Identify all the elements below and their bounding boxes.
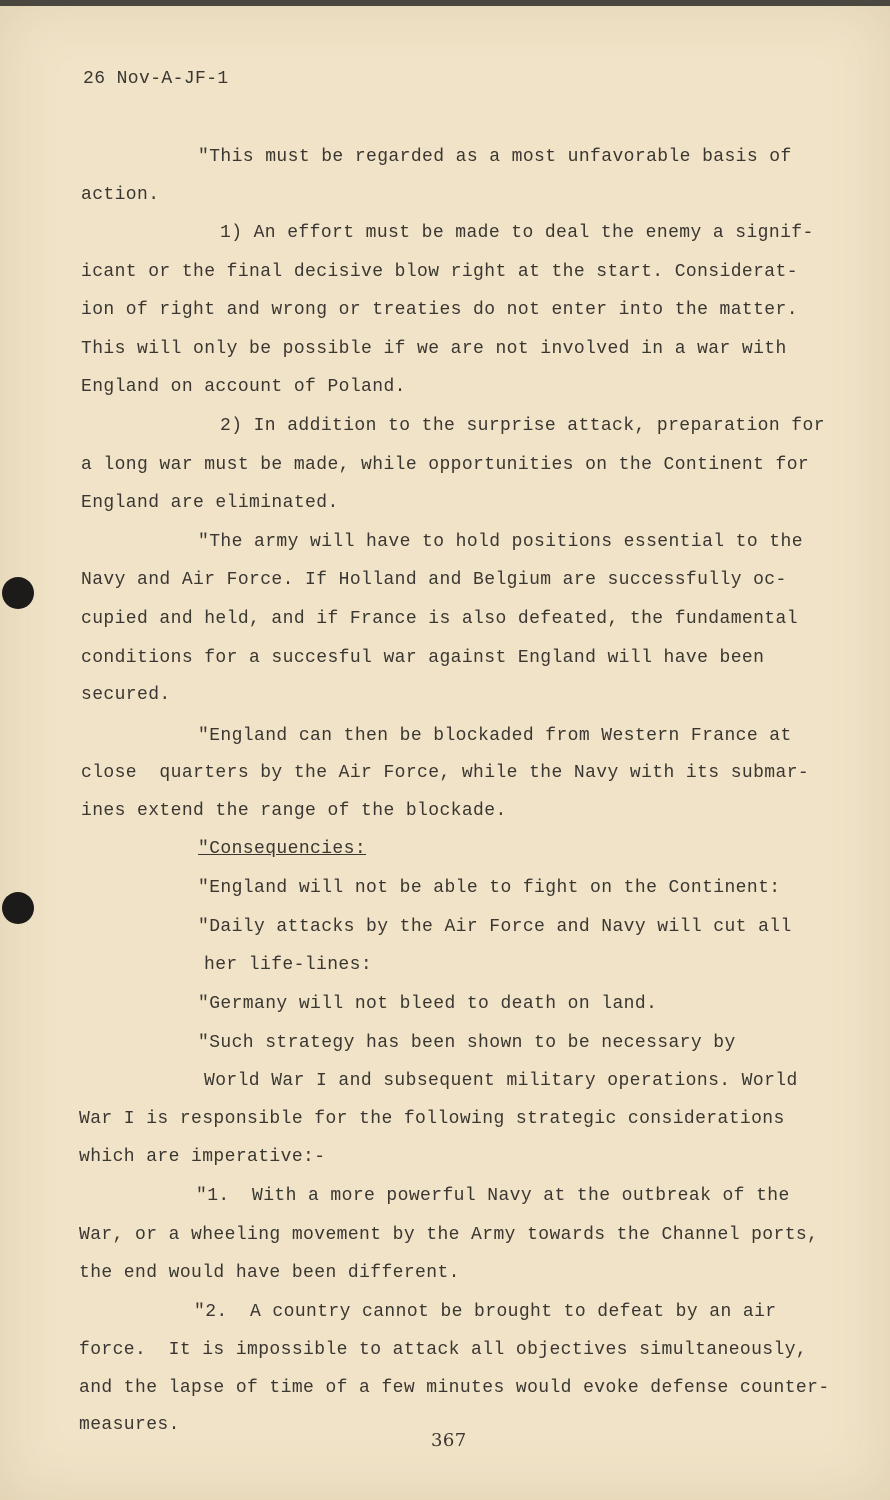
text-line: conditions for a succesful war against England will have been xyxy=(81,648,765,668)
text-line: "England can then be blockaded from Western France at xyxy=(198,726,792,746)
text-line: War, or a wheeling movement by the Army towards the Channel ports, xyxy=(79,1225,819,1245)
text-line: ion of right and wrong or treaties do not enter into the matter. xyxy=(81,300,798,320)
text-line: measures. xyxy=(79,1415,180,1435)
text-line: "Daily attacks by the Air Force and Navy will cut all xyxy=(198,917,792,937)
text-line: "The army will have to hold positions essential to the xyxy=(198,532,803,552)
text-line: close quarters by the Air Force, while the Navy with its submar- xyxy=(81,763,810,783)
text-line: cupied and held, and if France is also defeated, the fundamental xyxy=(81,609,798,629)
text-line: 1) An effort must be made to deal the enemy a signif- xyxy=(220,223,814,243)
text-line: This will only be possible if we are not involved in a war with xyxy=(81,339,787,359)
page-number: 367 xyxy=(431,1430,467,1451)
text-line: which are imperative:- xyxy=(79,1147,326,1167)
punch-hole xyxy=(2,577,34,609)
text-line: secured. xyxy=(81,685,171,705)
text-line: "2. A country cannot be brought to defeat by an air xyxy=(194,1302,777,1322)
text-line: "England will not be able to fight on the Continent: xyxy=(198,878,781,898)
text-line: her life-lines: xyxy=(204,955,373,975)
text-line: England on account of Poland. xyxy=(81,377,406,397)
text-line: "Such strategy has been shown to be necessary by xyxy=(198,1033,736,1053)
text-line: the end would have been different. xyxy=(79,1263,460,1283)
text-line: a long war must be made, while opportunities on the Continent for xyxy=(81,455,810,475)
text-line: World War I and subsequent military operations. World xyxy=(204,1071,798,1091)
text-line: "This must be regarded as a most unfavorable basis of xyxy=(198,147,792,167)
page-top-edge xyxy=(0,0,890,6)
text-line: force. It is impossible to attack all objectives simultaneously, xyxy=(79,1340,808,1360)
text-line: "Germany will not bleed to death on land. xyxy=(198,994,658,1014)
punch-hole xyxy=(2,892,34,924)
text-line: "1. With a more powerful Navy at the outbreak of the xyxy=(196,1186,790,1206)
header-reference: 26 Nov-A-JF-1 xyxy=(83,69,229,89)
text-line: 2) In addition to the surprise attack, preparation for xyxy=(220,416,825,436)
text-line: Navy and Air Force. If Holland and Belgium are successfully oc- xyxy=(81,570,787,590)
text-line: and the lapse of time of a few minutes would evoke defense counter- xyxy=(79,1378,830,1398)
text-line: icant or the final decisive blow right at the start. Considerat- xyxy=(81,262,798,282)
text-line: War I is responsible for the following strategic considerations xyxy=(79,1109,785,1129)
text-line: England are eliminated. xyxy=(81,493,339,513)
text-line: action. xyxy=(81,185,160,205)
text-line: ines extend the range of the blockade. xyxy=(81,801,507,821)
consequences-heading: "Consequencies: xyxy=(198,839,367,859)
